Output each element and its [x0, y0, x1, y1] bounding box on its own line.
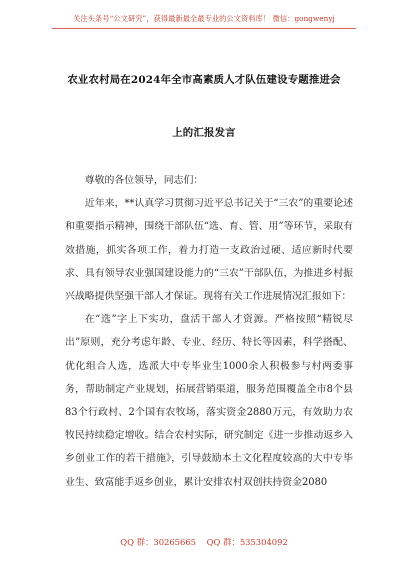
- header-divider: [52, 28, 356, 29]
- footer-qq-group-1: QQ 群：30265665: [120, 537, 196, 547]
- document-body: [65, 169, 353, 494]
- document-title-line-2: 上的汇报发言: [172, 127, 236, 139]
- footer-contacts: [0, 536, 408, 548]
- body-paragraph-1: 近年来，**认真学习贯彻习近平总书记关于“三农”的重要论述和重要指示精神，围绕干部队伍“选、育、管、用”等环节，采取有效措施，抓实各项工作，着力打造一支政治过硬、适应新时代要求、具有领导农业强国建设能力的“三农”干部队伍，为推进乡村振兴战略提供坚强干部人才保证。现将有关工作进展情况汇报如下：: [65, 198, 353, 303]
- body-paragraph-2: 在“选”字上下实功，盘活干部人才资源。严格按照“精锐尽出”原则，充分考虑年龄、专业、经历、特长等因素，科学搭配、优化组合人选，选派大中专毕业生1000余人积极参与村两委事务，帮助制定产业规划，拓展营销渠道，服务范围覆盖全市8个县83个行政村、2个国有农牧场，落实资金2880万元，有效助力农牧民持续稳定增收。结合农村实际，研究制定《进一步推动返乡入乡创业工作的若干措施》，引导鼓励本土文化程度较高的大中专毕业生、致富能手返乡创业，累计安排农村双创扶持资金2080: [65, 314, 353, 488]
- greeting: 尊敬的各位领导，同志们：: [84, 175, 204, 186]
- document-title-line-1: 农业农村局在2024年全市高素质人才队伍建设专题推进会: [67, 74, 341, 86]
- header-banner: 关注头条号“公文研究”，获得最新最全最专业的公文资料库！ 微信：gongwenyj: [73, 14, 335, 23]
- footer-qq-group-2: QQ 群：535304092: [206, 537, 288, 547]
